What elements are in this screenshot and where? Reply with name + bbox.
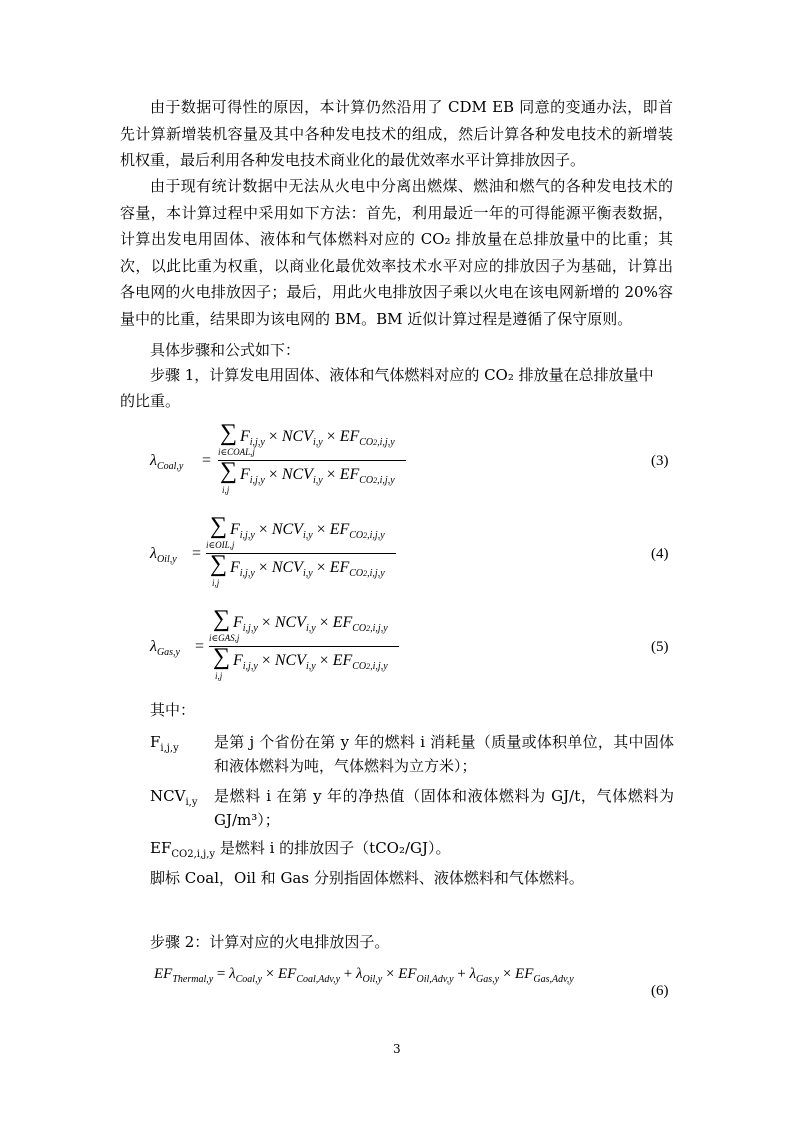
- equation-6: $EF_{Thermal,y} = \lambda_{Coal,y} \times EF_{Coal,Adv,y} + \lambda_{Oil,y} \times EF_{Oil,Adv,y} + \lambda_{Gas,y} \times EF_{Gas,Adv,y}$: [154, 966, 574, 985]
- step2-heading: 步骤 2：计算对应的火电排放因子。: [150, 933, 390, 951]
- lambda-symbol: λ: [150, 638, 157, 655]
- def-ncv-text: 是燃料 i 在第 y 年的净热值（固体和液体燃料为 GJ/t，气体燃料为 GJ/m³）；: [214, 787, 674, 829]
- equation-number-4: (4): [651, 546, 669, 562]
- def-ef: [150, 836, 451, 863]
- equation-number-3: (3): [651, 453, 669, 469]
- lambda-subscript: Oil,y: [156, 554, 177, 565]
- definitions-intro: 其中：: [150, 701, 196, 719]
- page-number: 3: [393, 1042, 401, 1056]
- denominator-expression: $F_{i,j,y} \times NCV_{i,y} \times EF_{CO2,i,j,y}$: [230, 559, 385, 579]
- paragraph-method: 由于数据可得性的原因，本计算仍然沿用了 CDM EB 同意的变通办法，即首先计算新增装机容量及其中各种发电技术的组成，然后计算各种发电技术的新增装机权重，最后利用各种发电技术商业化的最优效率水平计算排放因子。: [120, 98, 673, 169]
- sum-index-denominator: i,j: [222, 485, 230, 495]
- equation-4: [150, 513, 670, 593]
- sum-index-denominator: i,j: [212, 578, 220, 588]
- numerator-expression: $F_{i,j,y} \times NCV_{i,y} \times EF_{CO2,i,j,y}$: [230, 521, 385, 541]
- sum-index-numerator: i∈OIL,j: [206, 540, 235, 550]
- fraction-bar: [206, 553, 396, 554]
- lambda-subscript: Gas,y: [156, 647, 180, 658]
- sum-symbol-denominator: ∑: [220, 458, 238, 484]
- fraction-bar: [218, 460, 406, 461]
- def-f-label: $F_{i,j,y}$: [150, 733, 179, 754]
- equals-sign: =: [202, 452, 212, 469]
- def-ncv-label: $NCV_{i,y}$: [150, 787, 198, 808]
- sum-symbol: ∑: [220, 420, 238, 446]
- numerator-expression: $F_{i,j,y} \times NCV_{i,y} \times EF_{CO2,i,j,y}$: [240, 428, 395, 448]
- def-ef-text: 是燃料 i 的排放因子（tCO₂/GJ）。: [219, 839, 451, 857]
- def-f-text: 是第 j 个省份在第 y 年的燃料 i 消耗量（质量或体积单位，其中固体和液体燃料为吨，气体燃料为立方米）；: [214, 733, 674, 775]
- sum-index-numerator: i∈GAS,j: [209, 633, 240, 643]
- equation-5: [150, 606, 670, 686]
- equation-number-6: (6): [651, 983, 669, 999]
- sum-symbol: ∑: [213, 606, 231, 632]
- step1-line2: 的比重。: [120, 392, 181, 410]
- step1-line1: 步骤 1，计算发电用固体、液体和气体燃料对应的 CO₂ 排放量在总排放量中: [150, 366, 654, 384]
- sum-symbol-denominator: ∑: [213, 644, 231, 670]
- sum-index-numerator: i∈COAL,j: [218, 447, 255, 457]
- lambda-symbol: λ: [150, 545, 157, 562]
- paragraph-approach: 由于现有统计数据中无法从火电中分离出燃煤、燃油和燃气的各种发电技术的容量，本计算过程中采用如下方法：首先，利用最近一年的可得能源平衡表数据，计算出发电用固体、液体和气体燃料对应的 CO₂ 排放量在总排放量中的比重；其次，以此比重为权重，以商业化最优效率技术水平对应的排放因子为基础，计算出各电网的火电排放因子；最后，用此火电排放因子乘以火电在该电网新增的 20%容量中的比重，结果即为该电网的 BM。BM 近似计算过程是遵循了保守原则。: [120, 177, 673, 328]
- definitions-footnote: 脚标 Coal，Oil 和 Gas 分别指固体燃料、液体燃料和气体燃料。: [150, 869, 584, 887]
- equation-number-5: (5): [651, 639, 669, 655]
- def-ef-label: $EF_{CO2,i,j,y}$: [150, 839, 216, 860]
- equation-3: [150, 420, 670, 500]
- sum-symbol: ∑: [210, 513, 228, 539]
- denominator-expression: $F_{i,j,y} \times NCV_{i,y} \times EF_{CO2,i,j,y}$: [233, 652, 388, 672]
- equals-sign: =: [192, 545, 202, 562]
- lambda-symbol: λ: [150, 452, 157, 469]
- equals-sign: =: [195, 638, 205, 655]
- fraction-bar: [209, 646, 399, 647]
- sum-symbol-denominator: ∑: [210, 551, 228, 577]
- numerator-expression: $F_{i,j,y} \times NCV_{i,y} \times EF_{CO2,i,j,y}$: [233, 614, 388, 634]
- denominator-expression: $F_{i,j,y} \times NCV_{i,y} \times EF_{CO2,i,j,y}$: [240, 466, 395, 486]
- sum-index-denominator: i,j: [215, 671, 223, 681]
- lambda-subscript: Coal,y: [156, 461, 184, 472]
- paragraph-steps-intro: 具体步骤和公式如下：: [150, 341, 301, 359]
